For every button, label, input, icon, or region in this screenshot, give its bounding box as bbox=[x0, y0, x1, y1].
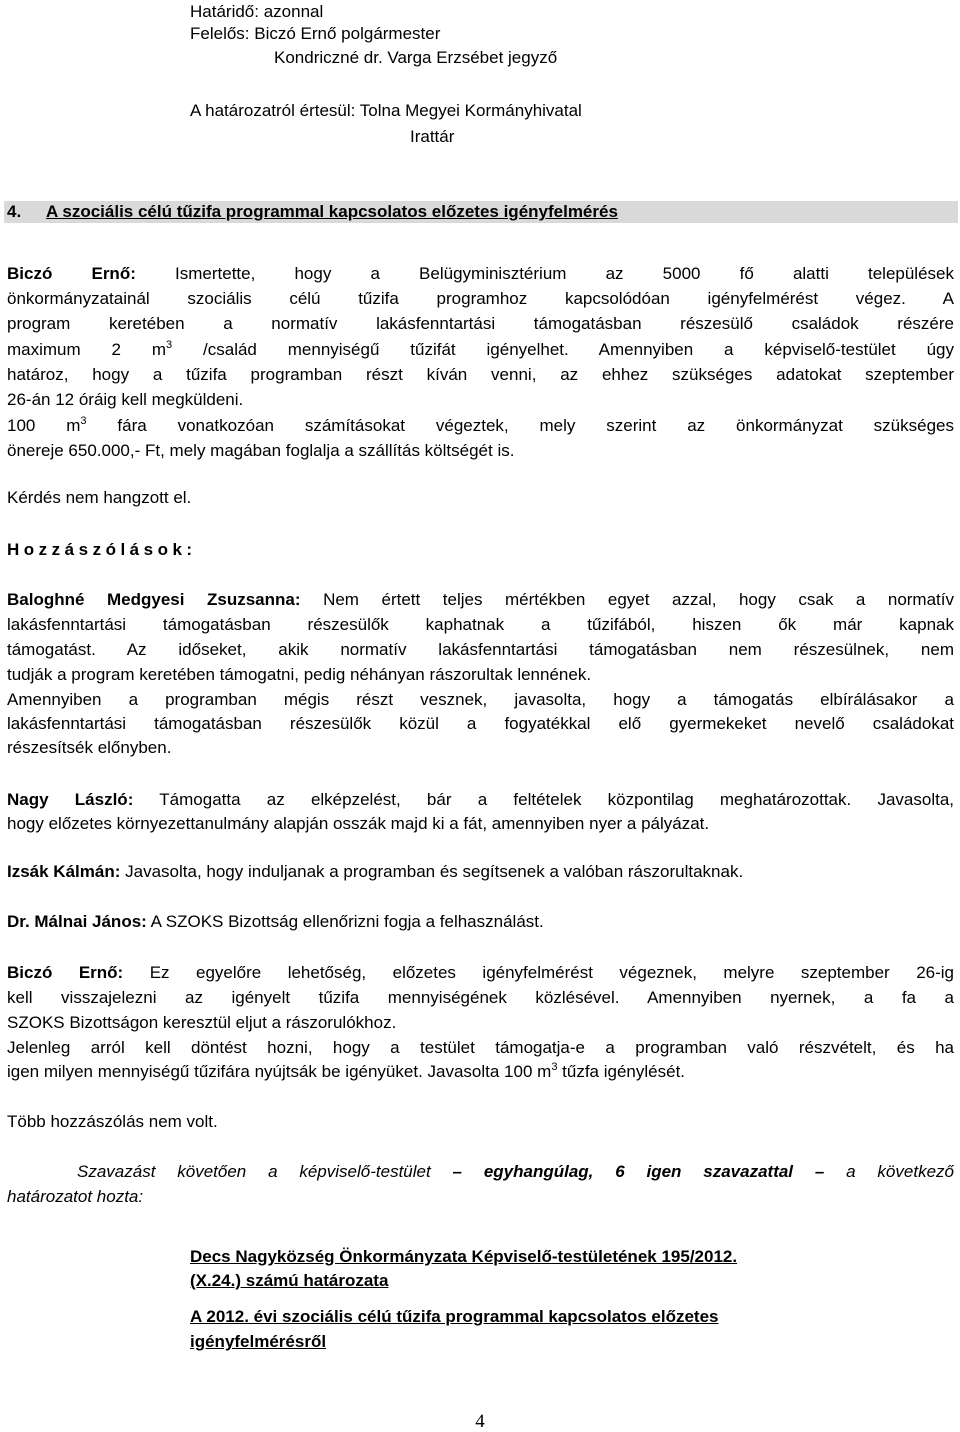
text: fára vonatkozóan számításokat végeztek, mely szerint az önkormányzat szükséges bbox=[86, 416, 954, 435]
superscript: 3 bbox=[80, 415, 87, 427]
text: Szavazást követően a képviselő-testület bbox=[77, 1162, 453, 1181]
paragraph-intro-line-1 bbox=[7, 262, 954, 286]
comment-2-line-1 bbox=[7, 788, 954, 812]
vote-result: egyhangúlag, 6 igen szavazattal bbox=[483, 1162, 794, 1181]
vote-line-2: határozatot hozta: bbox=[7, 1187, 144, 1206]
comment-1-line-1 bbox=[7, 588, 954, 612]
text: – bbox=[452, 1162, 484, 1181]
text: Ismertette, hogy a Belügyminisztérium az 5000 fő alatti települések bbox=[175, 264, 954, 283]
comment-5-line-3: SZOKS Bizottságon keresztül eljut a rászorulókhoz. bbox=[7, 1013, 397, 1032]
text: /család mennyiségű tűzifát igényelhet. Amennyiben a képviselő-testület úgy bbox=[172, 340, 955, 359]
paragraph-intro-line-8: önereje 650.000,- Ft, mely magában foglalja a szállítás költségét is. bbox=[7, 441, 515, 460]
notified-line: A határozatról értesül: Tolna Megyei Kormányhivatal bbox=[190, 101, 582, 120]
text: Javasolta, hogy induljanak a programban és segítsenek a valóban rászorultaknak. bbox=[125, 862, 744, 881]
section-number: 4. bbox=[7, 202, 22, 221]
comment-1-line-4: tudják a program keretében támogatni, pedig néhányan rászorultak lennének. bbox=[7, 665, 592, 684]
resolution-title-line-2: (X.24.) számú határozata bbox=[190, 1271, 389, 1290]
text: Nem értett teljes mértékben egyet azzal, hogy csak a normatív bbox=[323, 590, 954, 609]
speaker-name: Baloghné Medgyesi Zsuzsanna: bbox=[7, 590, 301, 609]
notified-line-2: Irattár bbox=[410, 127, 455, 146]
paragraph-intro-line-4 bbox=[7, 338, 954, 362]
text: Támogatta az elképzelést, bár a feltételek központilag meghatározottak. Javasolta, bbox=[159, 790, 954, 809]
responsible-line-2: Kondriczné dr. Varga Erzsébet jegyző bbox=[274, 48, 558, 67]
paragraph-intro-line-5: határoz, hogy a tűzifa programban részt kíván venni, az ehhez szükséges adatokat szeptember bbox=[7, 365, 954, 384]
comment-3-line-1 bbox=[7, 860, 743, 884]
resolution-title-line-1: Decs Nagyközség Önkormányzata Képviselő-testületének 195/2012. bbox=[190, 1247, 738, 1266]
comment-1-line-5: Amennyiben a programban mégis részt vesznek, javasolta, hogy a támogatás elbírálásakor a bbox=[7, 690, 954, 709]
comments-heading: Hozzászólások: bbox=[7, 540, 197, 559]
vote-line-1 bbox=[77, 1160, 954, 1184]
speaker-name: Nagy László: bbox=[7, 790, 134, 809]
text: tűzfa igénylését. bbox=[557, 1062, 686, 1081]
speaker-name: Dr. Málnai János: bbox=[7, 912, 147, 931]
text: igen milyen mennyiségű tűzifára nyújtsák be igényüket. Javasolta 100 m bbox=[7, 1062, 552, 1081]
paragraph-intro-line-7 bbox=[7, 414, 954, 438]
deadline-line: Határidő: azonnal bbox=[190, 2, 324, 21]
text: A SZOKS Bizottság ellenőrizni fogja a felhasználást. bbox=[150, 912, 544, 931]
speaker-name: Biczó Ernő: bbox=[7, 264, 136, 283]
section-title: A szociális célú tűzifa programmal kapcsolatos előzetes igényfelmérés bbox=[46, 202, 618, 221]
resolution-subject-line-2: igényfelmérésről bbox=[190, 1332, 327, 1351]
resolution-subject-line-1: A 2012. évi szociális célú tűzifa programmal kapcsolatos előzetes bbox=[190, 1307, 719, 1326]
speaker-name: Biczó Ernő: bbox=[7, 963, 124, 982]
responsible-line: Felelős: Biczó Ernő polgármester bbox=[190, 24, 441, 43]
superscript: 3 bbox=[551, 1061, 558, 1073]
no-more-comments-line: Több hozzászólás nem volt. bbox=[7, 1112, 218, 1131]
comment-1-line-6: lakásfenntartási támogatásban részesülők közül a fogyatékkal elő gyermekeket nevelő családokat bbox=[7, 714, 954, 733]
comment-4-line-1 bbox=[7, 910, 544, 934]
comment-1-line-3: támogatást. Az időseket, akik normatív lakásfenntartási támogatásban nem részesülnek, nem bbox=[7, 640, 954, 659]
no-question-line: Kérdés nem hangzott el. bbox=[7, 488, 192, 507]
paragraph-intro-line-6: 26-án 12 óráig kell megküldeni. bbox=[7, 390, 244, 409]
superscript: 3 bbox=[166, 339, 173, 351]
page-number: 4 bbox=[475, 1411, 485, 1432]
comment-5-line-1 bbox=[7, 961, 954, 985]
text: – bbox=[793, 1162, 825, 1181]
paragraph-intro-line-2: önkormányzatainál szociális célú tűzifa programhoz kapcsolódóan igényfelmérést végez. A bbox=[7, 289, 954, 308]
paragraph-intro-line-3: program keretében a normatív lakásfenntartási támogatásban részesülő családok részére bbox=[7, 314, 954, 333]
comment-5-line-5 bbox=[7, 1060, 685, 1084]
text: Ez egyelőre lehetőség, előzetes igényfelmérést végeznek, melyre szeptember 26-ig bbox=[149, 963, 954, 982]
text: maximum 2 m bbox=[7, 340, 167, 359]
text: 100 m bbox=[7, 416, 81, 435]
comment-1-line-7: részesítsék előnyben. bbox=[7, 738, 172, 757]
comment-1-line-2: lakásfenntartási támogatásban részesülők kaphatnak a tűzifából, hiszen ők már kapnak bbox=[7, 615, 954, 634]
comment-5-line-2: kell visszajelezni az igényelt tűzifa mennyiségének közlésével. Amennyiben nyernek, a fa a bbox=[7, 988, 954, 1007]
text: a következő bbox=[824, 1162, 954, 1181]
comment-2-line-2: hogy előzetes környezettanulmány alapján osszák majd ki a fát, amennyiben nyer a pályázat. bbox=[7, 814, 710, 833]
comment-5-line-4: Jelenleg arról kell döntést hozni, hogy a testület támogatja-e a programban való részvételt, és ha bbox=[7, 1038, 954, 1057]
speaker-name: Izsák Kálmán: bbox=[7, 862, 121, 881]
